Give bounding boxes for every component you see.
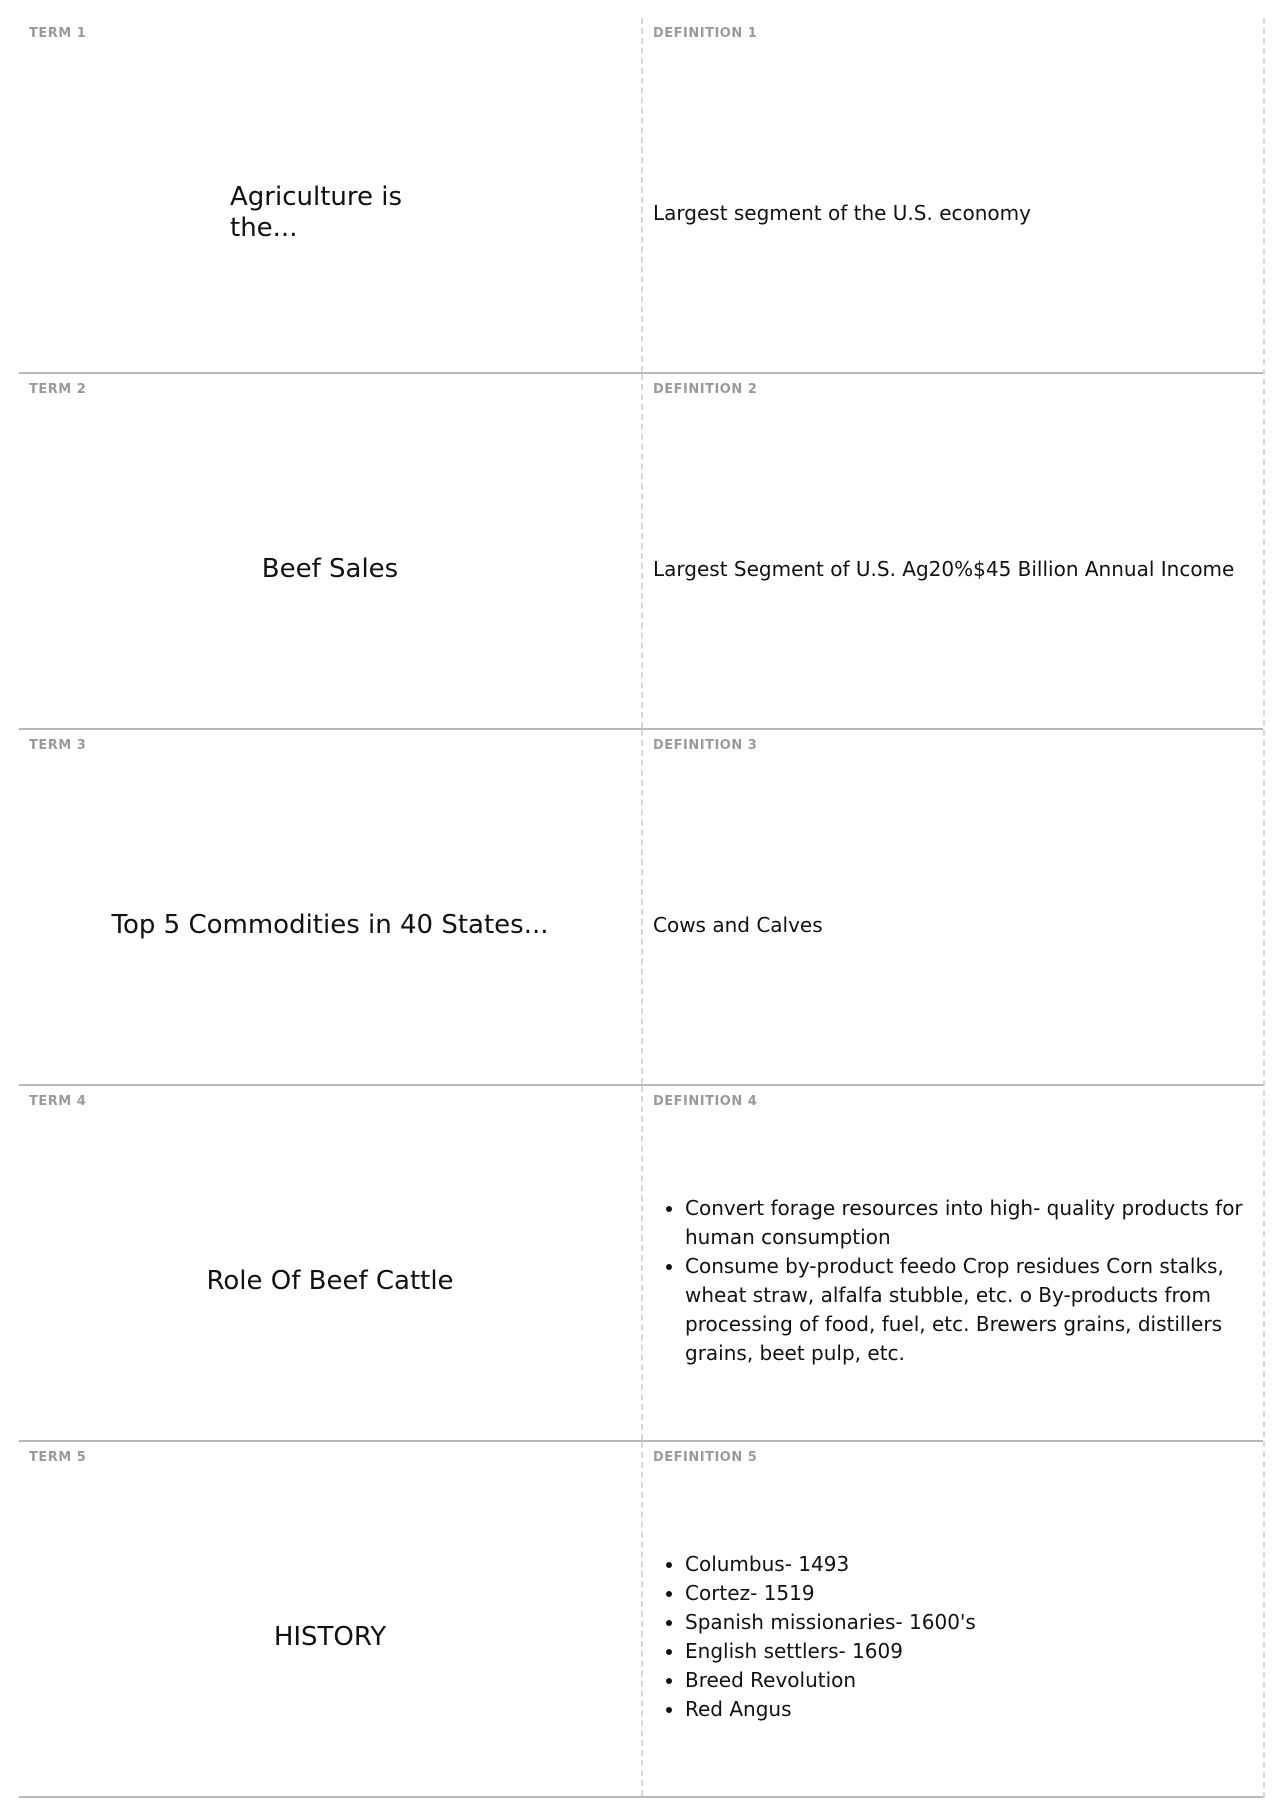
term-text: Role Of Beef Cattle (206, 1265, 454, 1296)
term-cell (19, 1086, 641, 1440)
definition-cell (643, 730, 1263, 1084)
flashcard-row (19, 1442, 1263, 1798)
term-label: TERM 5 (29, 1450, 87, 1465)
definition-list-item: • Breed Revolution (685, 1666, 976, 1695)
flashcard-row (19, 730, 1263, 1086)
term-text: Top 5 Commodities in 40 States... (111, 909, 549, 940)
definition-list-item: • Spanish missionaries- 1600's (685, 1608, 976, 1637)
term-label: TERM 3 (29, 738, 87, 753)
term-cell (19, 18, 641, 372)
definition-cell (643, 18, 1263, 372)
definition-list-item: • Consume by-product feedo Crop residues Corn stalks, wheat straw, alfalfa stubble, etc. o By-products from processing of food, fuel, etc. Brewers grains, distillers grains, beet pulp, etc. (685, 1252, 1247, 1368)
definition-list-item: • Cortez- 1519 (685, 1579, 976, 1608)
definition-text: Largest segment of the U.S. economy (653, 200, 1031, 225)
term-cell (19, 1442, 641, 1796)
definition-list-item: • Convert forage resources into high- quality products for human consumption (685, 1194, 1247, 1252)
definition-text: Largest Segment of U.S. Ag20%$45 Billion Annual Income (653, 556, 1235, 581)
term-cell (19, 374, 641, 728)
definition-label: DEFINITION 5 (653, 1450, 758, 1465)
definition-cell (643, 1086, 1263, 1440)
term-text: Beef Sales (261, 553, 399, 584)
term-label: TERM 4 (29, 1094, 87, 1109)
flashcard-row (19, 374, 1263, 730)
definition-list (653, 1550, 976, 1724)
definition-list-item: • Columbus- 1493 (685, 1550, 976, 1579)
definition-cell (643, 1442, 1263, 1796)
definition-list (653, 1194, 1247, 1368)
definition-list-item: • Red Angus (685, 1695, 976, 1724)
definition-text: Cows and Calves (653, 912, 823, 937)
term-cell (19, 730, 641, 1084)
definition-label: DEFINITION 1 (653, 26, 758, 41)
flashcard-row (19, 18, 1263, 374)
definition-list-item: • English settlers- 1609 (685, 1637, 976, 1666)
definition-label: DEFINITION 4 (653, 1094, 758, 1109)
definition-cell (643, 374, 1263, 728)
term-label: TERM 2 (29, 382, 87, 397)
definition-label: DEFINITION 3 (653, 738, 758, 753)
term-text: Agriculture is the... (230, 182, 403, 243)
flashcard-sheet (19, 18, 1265, 1798)
definition-label: DEFINITION 2 (653, 382, 758, 397)
flashcard-row (19, 1086, 1263, 1442)
term-label: TERM 1 (29, 26, 87, 41)
term-text: HISTORY (273, 1621, 387, 1652)
